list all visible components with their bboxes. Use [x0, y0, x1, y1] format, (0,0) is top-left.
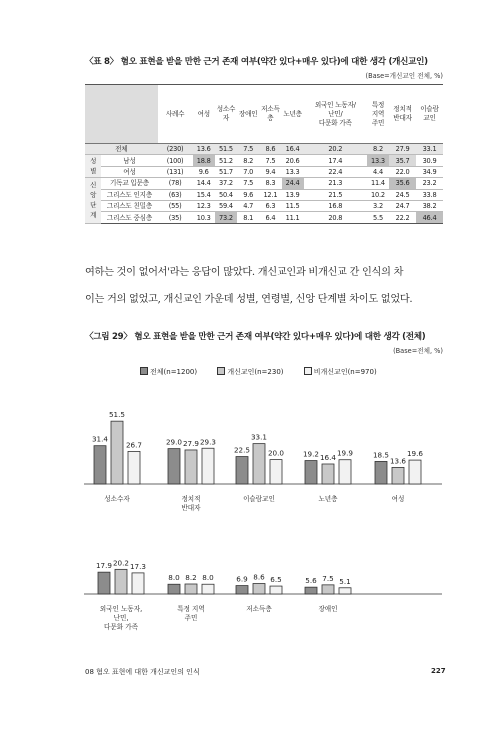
chart-bar [322, 464, 334, 484]
table-cell: 20.6 [282, 155, 304, 166]
row-label: 그리스도 친밀층 [101, 200, 157, 211]
legend-label-non-protestant: 비개신교인(n=970) [313, 368, 377, 376]
table-cell: 6.3 [259, 200, 281, 211]
chart-data-label: 6.5 [270, 575, 282, 585]
chart-data-label: 7.5 [322, 573, 334, 583]
table-cell: 22.2 [389, 212, 416, 223]
body-text-line-1: 여하는 것이 없어서'라는 응답이 많았다. 개신교인과 비개신교 간 인식의 차 [85, 267, 404, 278]
row-label: 기독교 입문층 [101, 178, 157, 189]
table-cell: 8.3 [259, 178, 281, 189]
table-header-line: 저소득 [261, 105, 280, 113]
table-cell: (35) [158, 212, 193, 223]
table-cell: 10.3 [193, 212, 215, 223]
table-cell: 12.1 [259, 189, 281, 200]
table-cell: 17.4 [304, 155, 367, 166]
chart-bar [236, 457, 248, 484]
table-cell: 24.4 [282, 178, 304, 189]
chart-category-label: 다문화 가족 [104, 623, 138, 631]
table-header-line: 정치적 [393, 105, 412, 113]
table-cell: 22.4 [304, 166, 367, 177]
chart-data-label: 18.5 [372, 450, 390, 460]
chart-category-label: 정치적 [181, 495, 201, 503]
table-header-line: 특정 [371, 100, 385, 109]
table-cell: 13.3 [367, 155, 389, 166]
chart-bar [185, 584, 197, 594]
table-header-line: 노년층 [283, 109, 302, 118]
table-header-line: 장애인 [238, 109, 258, 118]
table-cell: 8.6 [259, 144, 281, 155]
table-header-line: 이슬람 [420, 105, 439, 113]
chart-data-label: 8.0 [168, 573, 180, 583]
chart-bar [253, 584, 265, 594]
chart-data-label: 5.6 [305, 576, 317, 586]
table-cell: 20.2 [304, 144, 367, 155]
table-header-line: 사례수 [165, 109, 185, 118]
table-cell: 20.8 [304, 212, 367, 223]
table-base-note: (Base=개신교인 전체, %) [365, 72, 443, 80]
table-cell: 15.4 [193, 189, 215, 200]
chart-category-label: 여성 [391, 495, 405, 503]
chart-category-label: 난민, [113, 614, 129, 622]
table-cell: 33.1 [416, 144, 443, 155]
chart-bar [128, 451, 140, 484]
table-cell: 51.7 [215, 166, 237, 177]
table-header-line: 성소수 [216, 105, 236, 113]
group-label-char: 별 [90, 167, 97, 176]
table-header-line: 반대자 [393, 114, 412, 122]
table-header-line: 자 [222, 114, 230, 122]
chart-bar [202, 448, 214, 484]
chart-data-label: 6.9 [236, 574, 248, 584]
chart-bar [98, 572, 110, 594]
chart-bar [339, 588, 351, 594]
chart-bar [339, 460, 351, 484]
table-cell: (78) [158, 178, 193, 189]
table-cell: 8.2 [237, 155, 259, 166]
row-label: 그리스도 인지층 [101, 189, 157, 200]
table-cell: (100) [158, 155, 193, 166]
page-number: 227 [431, 667, 446, 675]
table-cell: 13.3 [282, 166, 304, 177]
table-cell: 7.0 [237, 166, 259, 177]
table-cell: 8.1 [237, 212, 259, 223]
chart-category-label: 장애인 [318, 605, 338, 613]
chart-bar [392, 467, 404, 484]
chart-category-label: 반대자 [181, 504, 201, 512]
row-label: 여성 [101, 166, 157, 177]
chart-category-label: 성소수자 [104, 495, 130, 503]
figure-base-note: (Base=전체, %) [393, 347, 443, 355]
table-header-line: 층 [267, 114, 274, 122]
chart-data-label: 8.2 [185, 572, 197, 582]
chart-category-label: 저소득층 [246, 605, 272, 613]
table-cell: 27.9 [389, 144, 416, 155]
table-header-line: 난민/ [328, 109, 343, 118]
table-cell: 38.2 [416, 200, 443, 211]
row-label: 전체 [85, 144, 158, 155]
chart-data-label: 8.6 [253, 572, 265, 582]
table-cell: 23.2 [416, 178, 443, 189]
chart-data-label: 51.5 [108, 410, 126, 420]
chart-category-label: 이슬람교인 [243, 495, 275, 503]
table-cell: 14.4 [193, 178, 215, 189]
table-cell: 50.4 [215, 189, 237, 200]
table-cell: 73.2 [215, 212, 237, 223]
table-cell: 6.4 [259, 212, 281, 223]
table-cell: 35.6 [389, 178, 416, 189]
table-cell: 3.2 [367, 200, 389, 211]
table-header-line: 여성 [197, 109, 210, 118]
table-cell: 34.9 [416, 166, 443, 177]
table-cell: 51.2 [215, 155, 237, 166]
table-caption: 〈표 8〉 혐오 표현을 받을 만한 근거 존재 여부(약간 있다+매우 있다)에 대한 생각 (개신교인) [85, 57, 428, 67]
table-cell: 12.3 [193, 200, 215, 211]
table-cell: 16.4 [282, 144, 304, 155]
table-cell: 24.7 [389, 200, 416, 211]
chart-data-label: 16.4 [319, 452, 337, 462]
table-cell: 51.5 [215, 144, 237, 155]
chart-bar [202, 584, 214, 594]
chart-category-label: 노년층 [318, 495, 338, 503]
chart-category-label: 특정 지역 [177, 605, 205, 613]
chart-data-label: 26.7 [125, 440, 143, 450]
chart-data-label: 29.0 [165, 437, 183, 447]
chart-category-label: 외국인 노동자, [99, 605, 143, 613]
table-cell: 9.4 [259, 166, 281, 177]
chart-data-label: 22.5 [233, 445, 251, 455]
chart-bar [236, 586, 248, 594]
chart-bar [270, 460, 282, 484]
table-cell: 7.5 [237, 178, 259, 189]
table-header-line: 외국인 노동자/ [314, 100, 356, 109]
table-cell: 13.6 [193, 144, 215, 155]
table-cell: 22.0 [389, 166, 416, 177]
table-cell: 13.9 [282, 189, 304, 200]
chart-bar [185, 450, 197, 484]
chart-data-label: 20.0 [267, 448, 285, 458]
chart-bar [132, 573, 144, 594]
chart-bar [305, 587, 317, 594]
table-header-line: 주민 [371, 118, 385, 127]
chart-bar [115, 569, 127, 594]
group-label-char: 성 [90, 157, 97, 166]
table-cell: 33.8 [416, 189, 443, 200]
figure-caption: 〈그림 29〉 혐오 표현을 받을 만한 근거 존재 여부(약간 있다+매우 있다)에 대한 생각 (전체) [85, 332, 426, 342]
table-cell: 18.8 [193, 155, 215, 166]
chart-bar [305, 461, 317, 484]
chart-bar [409, 460, 421, 484]
table-cell: 11.1 [282, 212, 304, 223]
chart-data-label: 5.1 [339, 576, 351, 586]
table-cell: 21.5 [304, 189, 367, 200]
group-label-char: 단 [90, 201, 97, 210]
table-cell: 46.4 [416, 212, 443, 223]
body-text-line-2: 이는 거의 없었고, 개신교인 가운데 성별, 연령별, 신앙 단계별 차이도 없었다. [85, 294, 413, 305]
chart-data-label: 17.9 [95, 561, 113, 571]
footer-chapter: 08 혐오 표현에 대한 개신교인의 인식 [85, 668, 200, 676]
table-cell: 59.4 [215, 200, 237, 211]
legend-label-total: 전체(n=1200) [150, 368, 198, 376]
chart-bar [270, 586, 282, 594]
row-label: 남성 [101, 155, 157, 166]
table-cell: 10.2 [367, 189, 389, 200]
table-cell: (63) [158, 189, 193, 200]
legend-label-protestant: 개신교인(n=230) [227, 368, 284, 376]
chart-data-label: 19.9 [336, 448, 354, 458]
table-cell: 4.7 [237, 200, 259, 211]
group-label-char: 계 [90, 211, 97, 220]
group-label-char: 신 [90, 181, 97, 190]
table-cell: 37.2 [215, 178, 237, 189]
chart-data-label: 19.2 [302, 449, 320, 459]
table-cell: 9.6 [193, 166, 215, 177]
chart-bar [168, 584, 180, 594]
table-header-line: 다문화 가족 [318, 118, 352, 127]
table-cell: 8.2 [367, 144, 389, 155]
table-cell: 11.5 [282, 200, 304, 211]
chart-bar [94, 446, 106, 484]
chart-data-label: 19.6 [406, 449, 424, 459]
chart-bar [111, 421, 123, 484]
table-cell: 4.4 [367, 166, 389, 177]
table-header-line: 지역 [371, 109, 385, 118]
table-cell: 24.5 [389, 189, 416, 200]
table-cell: 5.5 [367, 212, 389, 223]
chart-data-label: 13.6 [389, 456, 407, 466]
table-cell: 11.4 [367, 178, 389, 189]
chart-data-label: 8.0 [202, 573, 214, 583]
chart-data-label: 29.3 [199, 437, 217, 447]
chart-bar [375, 461, 387, 484]
row-label: 그리스도 중심층 [101, 212, 157, 223]
chart-data-label: 33.1 [250, 432, 268, 442]
table-cell: (230) [158, 144, 193, 155]
table-cell: 7.5 [259, 155, 281, 166]
table-cell: 35.7 [389, 155, 416, 166]
group-label-char: 앙 [90, 191, 97, 200]
chart-data-label: 20.2 [112, 558, 130, 568]
chart-category-label: 주민 [184, 614, 198, 622]
table-cell: (131) [158, 166, 193, 177]
table-cell: 7.5 [237, 144, 259, 155]
table-cell: 16.8 [304, 200, 367, 211]
chart-data-label: 27.9 [182, 438, 200, 448]
table-cell: 9.6 [237, 189, 259, 200]
chart-bar [322, 585, 334, 594]
chart-bar [168, 449, 180, 484]
table-cell: (55) [158, 200, 193, 211]
table-cell: 21.3 [304, 178, 367, 189]
table-cell: 30.9 [416, 155, 443, 166]
table-header-line: 교인 [423, 114, 436, 122]
chart-data-label: 17.3 [129, 561, 147, 571]
chart-data-label: 31.4 [91, 434, 109, 444]
chart-bar [253, 444, 265, 484]
